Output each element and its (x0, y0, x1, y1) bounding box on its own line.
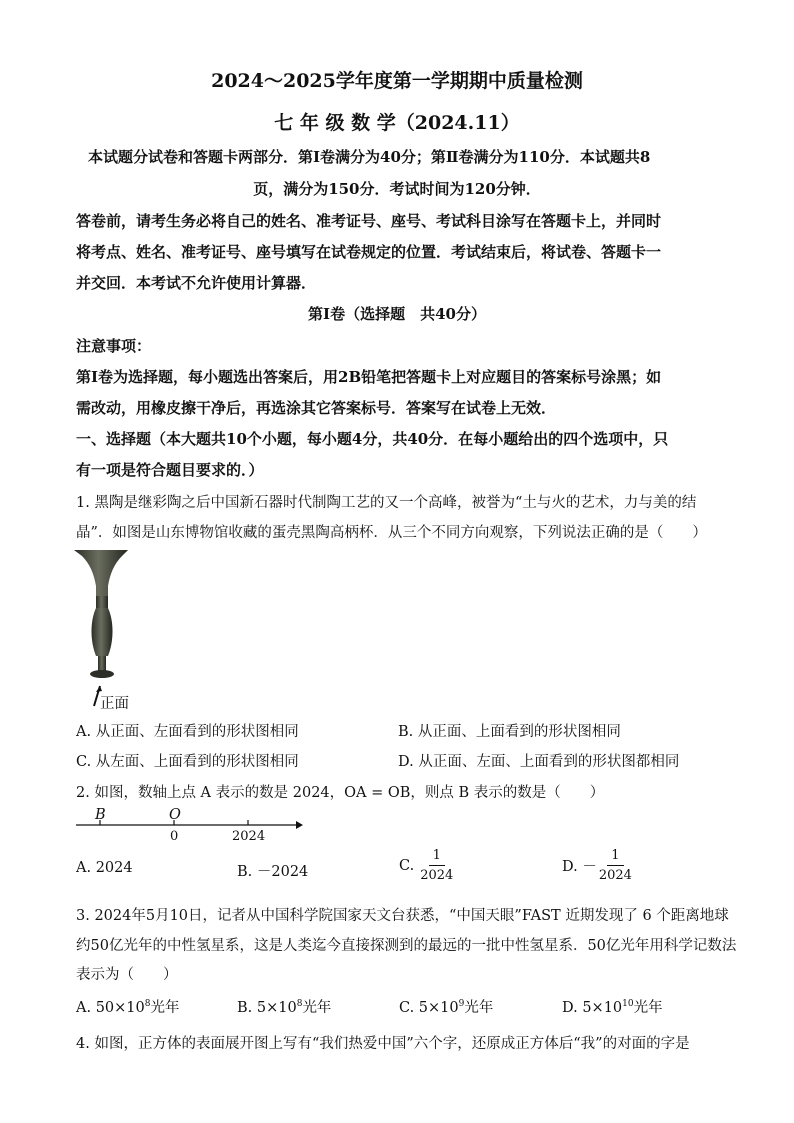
question-3-text: 约50亿光年的中性氢星系，这是人类迄今直接探测到的最远的一批中性氢星系．50亿光年用科学记数法 (76, 938, 737, 954)
intro-line: 本试题分试卷和答题卡两部分．第Ⅰ卷满分为40分；第Ⅱ卷满分为110分．本试题共8 (88, 148, 651, 166)
option-b-exponent: 8 (296, 999, 303, 1010)
number-line (74, 806, 304, 846)
point-b-label: B (95, 807, 106, 823)
option-c-exponent: 9 (458, 999, 465, 1010)
option-b-unit: 光年 (302, 1000, 332, 1016)
option-b[interactable]: B. 从正面、上面看到的形状图相同 (398, 724, 621, 740)
question-2-text: 2. 如图，数轴上点 A 表示的数是 2024，OA = OB，则点 B 表示的数是（ ） (76, 785, 605, 801)
intro-line: 页，满分为150分．考试时间为120分钟． (253, 180, 541, 198)
option-d-unit: 光年 (633, 1000, 663, 1016)
option-a-base: A. 50×10 (76, 1000, 145, 1016)
option-d[interactable] (562, 996, 663, 1017)
fraction-denominator: 2024 (598, 868, 632, 883)
arrow-right-icon (296, 821, 303, 829)
fraction (599, 848, 632, 883)
option-c[interactable] (399, 996, 493, 1017)
notice-line: 需改动，用橡皮擦干净后，再选涂其它答案标号．答案写在试卷上无效． (76, 399, 557, 417)
option-d-prefix: D. － (562, 859, 597, 875)
option-b-base: B. 5×10 (237, 1000, 297, 1016)
option-d-exponent: 10 (622, 999, 634, 1010)
question-1-text: 1. 黑陶是继彩陶之后中国新石器时代制陶工艺的又一个高峰，被誉为“土与火的艺术，力与美的结 (76, 495, 697, 511)
fraction (420, 848, 453, 883)
question-3-text: 表示为（ ） (76, 967, 178, 983)
option-a[interactable]: A. 2024 (76, 860, 133, 876)
option-a-exponent: 8 (144, 999, 151, 1010)
option-b[interactable]: B. －2024 (237, 864, 309, 880)
option-a-unit: 光年 (150, 1000, 180, 1016)
option-b[interactable] (237, 996, 331, 1017)
option-c-unit: 光年 (464, 1000, 494, 1016)
page-title: 2024～2025学年度第一学期期中质量检测 (211, 70, 583, 92)
fraction-denominator: 2024 (420, 868, 454, 883)
option-d[interactable] (562, 848, 632, 883)
tick-label-2024: 2024 (232, 829, 266, 844)
fraction-numerator: 1 (429, 848, 445, 866)
tick-label-zero: 0 (170, 829, 179, 844)
option-d-base: D. 5×10 (562, 1000, 623, 1016)
option-c-prefix: C. (399, 857, 415, 874)
question-3-text: 3. 2024年5月10日，记者从中国科学院国家天文台获悉，“中国天眼”FAST 近期发现了 6 个距离地球 (76, 908, 729, 924)
fraction-numerator: 1 (607, 848, 623, 866)
intro-line: 答卷前，请考生务必将自己的姓名、准考证号、座号、考试科目涂写在答题卡上，并同时 (76, 212, 662, 230)
black-pottery-cup-figure (70, 546, 134, 716)
option-c-base: C. 5×10 (399, 1000, 459, 1016)
question-1-text: 晶”．如图是山东博物馆收藏的蛋壳黑陶高柄杯．从三个不同方向观察，下列说法正确的是（ ） (76, 525, 707, 541)
front-view-label: 正面 (100, 696, 129, 712)
part-instruction: 一、选择题（本大题共10个小题，每小题4分，共40分．在每小题给出的四个选项中，只 (76, 430, 669, 448)
option-c[interactable] (399, 848, 453, 883)
option-a[interactable] (76, 996, 179, 1017)
notice-title: 注意事项： (76, 337, 152, 355)
intro-line: 并交回．本考试不允许使用计算器． (76, 274, 317, 292)
intro-line: 将考点、姓名、准考证号、座号填写在试卷规定的位置．考试结束后，将试卷、答题卡一 (76, 243, 662, 261)
option-d[interactable]: D. 从正面、左面、上面看到的形状图都相同 (398, 754, 680, 770)
point-o-label: O (169, 807, 181, 823)
question-4-text: 4. 如图，正方体的表面展开图上写有“我们热爱中国”六个字，还原成正方体后“我”的对面的字是 (76, 1036, 690, 1052)
option-c[interactable]: C. 从左面、上面看到的形状图相同 (76, 754, 299, 770)
page-subtitle: 七 年 级 数 学（2024.11） (274, 112, 520, 134)
notice-line: 第Ⅰ卷为选择题，每小题选出答案后，用2B铅笔把答题卡上对应题目的答案标号涂黑；如 (76, 368, 662, 386)
section-title: 第Ⅰ卷（选择题 共40分） (308, 305, 486, 323)
part-instruction: 有一项是符合题目要求的．） (76, 461, 264, 479)
option-a[interactable]: A. 从正面、左面看到的形状图相同 (76, 724, 299, 740)
